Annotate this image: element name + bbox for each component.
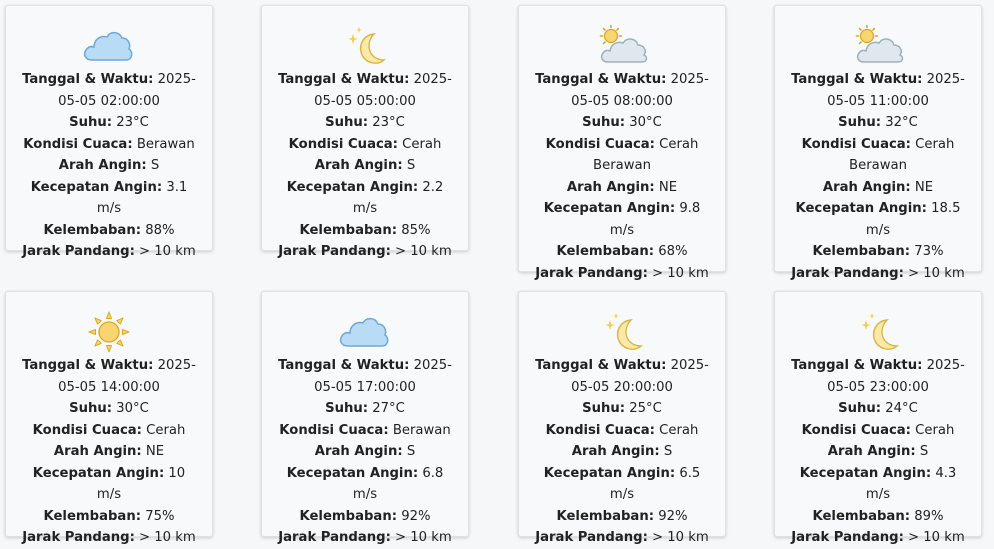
wind-dir-value: S (406, 444, 416, 459)
wind-speed-label: Kecepatan Angin: (543, 201, 676, 216)
wind-dir-label: Arah Angin: (53, 444, 142, 459)
temp-label: Suhu: (838, 401, 882, 416)
datetime-label: Tanggal & Waktu: (22, 358, 154, 373)
wind-speed-row (278, 463, 452, 506)
weather-details (6, 355, 212, 549)
condition-label: Kondisi Cuaca: (32, 422, 142, 438)
wind-speed-label: Kecepatan Angin: (30, 179, 163, 195)
humidity-value: 73% (914, 244, 944, 259)
datetime-row (535, 69, 709, 112)
humidity-value: 88% (145, 222, 175, 238)
wind-speed-value: 10 m/s (96, 465, 186, 502)
datetime-row (278, 69, 452, 112)
temp-label: Suhu: (325, 401, 369, 416)
wind-dir-label: Arah Angin: (566, 179, 655, 195)
wind-speed-value: 9.8 m/s (609, 201, 701, 238)
condition-value: Cerah (915, 422, 955, 438)
datetime-row (22, 355, 196, 398)
wind-dir-value: NE (145, 444, 165, 459)
wind-speed-value: 3.1 m/s (96, 179, 188, 216)
condition-value: Cerah Berawan (593, 136, 699, 173)
visibility-value: > 10 km (652, 265, 709, 281)
condition-value: Cerah (146, 422, 186, 438)
wind-dir-value: S (406, 158, 416, 173)
visibility-row (278, 241, 452, 263)
datetime-label: Tanggal & Waktu: (535, 358, 667, 373)
visibility-label: Jarak Pandang: (791, 530, 904, 545)
visibility-row (278, 527, 452, 549)
visibility-value: > 10 km (652, 530, 709, 545)
visibility-label: Jarak Pandang: (535, 265, 648, 281)
wind-dir-row (791, 177, 965, 199)
datetime-label: Tanggal & Waktu: (278, 358, 410, 373)
temp-row (278, 112, 452, 134)
visibility-row (791, 263, 965, 285)
datetime-value: 2025-05-05 02:00:00 (58, 72, 196, 109)
weather-card (774, 291, 982, 545)
humidity-label: Kelembaban: (556, 244, 654, 259)
humidity-row (535, 506, 709, 528)
temp-value: 23°C (372, 115, 405, 130)
humidity-label: Kelembaban: (556, 508, 654, 524)
datetime-value: 2025-05-05 14:00:00 (58, 358, 196, 395)
weather-card (5, 5, 213, 259)
temp-row (535, 112, 709, 134)
sunny-icon (6, 310, 212, 354)
datetime-value: 2025-05-05 17:00:00 (314, 358, 452, 395)
partly-cloudy-icon (519, 24, 725, 68)
datetime-row (791, 69, 965, 112)
humidity-row (278, 506, 452, 528)
wind-dir-row (278, 155, 452, 177)
visibility-label: Jarak Pandang: (278, 244, 391, 259)
humidity-label: Kelembaban: (299, 222, 397, 238)
weather-card (518, 291, 726, 545)
temp-label: Suhu: (838, 115, 882, 130)
wind-dir-value: S (150, 158, 160, 173)
datetime-row (535, 355, 709, 398)
condition-row (791, 134, 965, 177)
humidity-value: 75% (145, 508, 175, 524)
temp-row (791, 398, 965, 420)
visibility-label: Jarak Pandang: (791, 265, 904, 281)
temp-value: 30°C (116, 401, 149, 416)
humidity-label: Kelembaban: (43, 222, 141, 238)
cloudy-icon (6, 24, 212, 68)
weather-details (519, 355, 725, 549)
weather-card (261, 291, 469, 545)
wind-speed-row (791, 198, 965, 241)
wind-dir-value: NE (914, 179, 934, 195)
visibility-label: Jarak Pandang: (22, 530, 135, 545)
humidity-value: 68% (658, 244, 688, 259)
humidity-label: Kelembaban: (812, 244, 910, 259)
wind-dir-label: Arah Angin: (314, 444, 403, 459)
condition-label: Kondisi Cuaca: (801, 422, 911, 438)
condition-label: Kondisi Cuaca: (279, 422, 389, 438)
wind-dir-row (535, 441, 709, 463)
datetime-label: Tanggal & Waktu: (535, 72, 667, 87)
weather-details (775, 355, 981, 549)
datetime-row (278, 355, 452, 398)
wind-dir-row (791, 441, 965, 463)
condition-row (22, 420, 196, 442)
condition-row (791, 420, 965, 442)
temp-label: Suhu: (582, 115, 626, 130)
wind-dir-label: Arah Angin: (571, 444, 660, 459)
wind-speed-value: 4.3 m/s (865, 465, 957, 502)
condition-label: Kondisi Cuaca: (545, 422, 655, 438)
temp-row (22, 112, 196, 134)
temp-value: 24°C (885, 401, 918, 416)
visibility-value: > 10 km (908, 265, 965, 281)
datetime-label: Tanggal & Waktu: (791, 358, 923, 373)
humidity-label: Kelembaban: (43, 508, 141, 524)
clear-night-icon (519, 310, 725, 354)
humidity-label: Kelembaban: (299, 508, 397, 524)
visibility-row (535, 527, 709, 549)
condition-value: Cerah (659, 422, 699, 438)
wind-dir-label: Arah Angin: (314, 158, 403, 173)
datetime-row (791, 355, 965, 398)
visibility-row (535, 263, 709, 285)
wind-speed-row (278, 177, 452, 220)
wind-speed-value: 18.5 m/s (865, 201, 961, 238)
humidity-label: Kelembaban: (812, 508, 910, 524)
humidity-value: 92% (658, 508, 688, 524)
humidity-row (535, 241, 709, 263)
weather-details (262, 355, 468, 549)
visibility-row (22, 527, 196, 549)
temp-row (22, 398, 196, 420)
datetime-value: 2025-05-05 20:00:00 (571, 358, 709, 395)
condition-label: Kondisi Cuaca: (288, 136, 398, 152)
clear-night-icon (262, 24, 468, 68)
condition-row (22, 134, 196, 156)
wind-dir-row (22, 155, 196, 177)
weather-details (262, 69, 468, 263)
temp-row (278, 398, 452, 420)
wind-speed-label: Kecepatan Angin: (795, 201, 927, 216)
wind-speed-row (535, 463, 709, 506)
condition-label: Kondisi Cuaca: (23, 136, 133, 152)
weather-card (774, 5, 982, 281)
humidity-value: 92% (401, 508, 431, 524)
condition-row (278, 134, 452, 156)
condition-row (535, 134, 709, 177)
temp-row (791, 112, 965, 134)
datetime-value: 2025-05-05 08:00:00 (571, 72, 709, 109)
temp-value: 23°C (116, 115, 149, 130)
condition-value: Cerah (402, 136, 442, 152)
weather-card (261, 5, 469, 259)
condition-row (535, 420, 709, 442)
wind-speed-row (535, 198, 709, 241)
temp-label: Suhu: (69, 401, 113, 416)
condition-value: Cerah Berawan (849, 136, 955, 173)
temp-value: 30°C (629, 115, 662, 130)
wind-speed-label: Kecepatan Angin: (799, 465, 932, 481)
visibility-row (22, 241, 196, 263)
wind-dir-row (278, 441, 452, 463)
visibility-value: > 10 km (395, 530, 452, 545)
visibility-row (791, 527, 965, 549)
humidity-row (22, 506, 196, 528)
condition-value: Berawan (136, 136, 195, 152)
temp-value: 25°C (629, 401, 662, 416)
wind-dir-row (22, 441, 196, 463)
wind-speed-label: Kecepatan Angin: (286, 465, 419, 481)
wind-dir-row (535, 177, 709, 199)
wind-dir-label: Arah Angin: (827, 444, 916, 459)
condition-row (278, 420, 452, 442)
wind-dir-value: NE (658, 179, 678, 195)
condition-label: Kondisi Cuaca: (545, 136, 655, 152)
partly-cloudy-icon (775, 24, 981, 68)
wind-speed-label: Kecepatan Angin: (286, 179, 419, 195)
clear-night-icon (775, 310, 981, 354)
temp-value: 27°C (372, 401, 405, 416)
visibility-value: > 10 km (908, 530, 965, 545)
visibility-value: > 10 km (139, 530, 196, 545)
datetime-label: Tanggal & Waktu: (278, 72, 410, 87)
condition-value: Berawan (392, 422, 451, 438)
temp-row (535, 398, 709, 420)
humidity-row (22, 220, 196, 242)
wind-dir-value: S (919, 444, 929, 459)
humidity-row (791, 241, 965, 263)
weather-details (6, 69, 212, 263)
wind-speed-row (22, 463, 196, 506)
wind-dir-label: Arah Angin: (822, 179, 911, 195)
wind-speed-label: Kecepatan Angin: (543, 465, 676, 481)
datetime-label: Tanggal & Waktu: (22, 72, 154, 87)
wind-speed-row (22, 177, 196, 220)
visibility-value: > 10 km (395, 244, 452, 259)
wind-speed-value: 6.5 m/s (609, 465, 701, 502)
datetime-label: Tanggal & Waktu: (791, 72, 923, 87)
wind-speed-label: Kecepatan Angin: (32, 465, 165, 481)
cloudy-icon (262, 310, 468, 354)
humidity-value: 89% (914, 508, 944, 524)
condition-label: Kondisi Cuaca: (801, 136, 911, 152)
wind-speed-row (791, 463, 965, 506)
weather-card (518, 5, 726, 281)
datetime-value: 2025-05-05 23:00:00 (827, 358, 965, 395)
weather-details (519, 69, 725, 284)
datetime-value: 2025-05-05 05:00:00 (314, 72, 452, 109)
datetime-value: 2025-05-05 11:00:00 (827, 72, 965, 109)
temp-label: Suhu: (582, 401, 626, 416)
visibility-label: Jarak Pandang: (22, 244, 135, 259)
wind-dir-label: Arah Angin: (58, 158, 147, 173)
weather-details (775, 69, 981, 284)
weather-card (5, 291, 213, 545)
temp-label: Suhu: (325, 115, 369, 130)
temp-label: Suhu: (69, 115, 113, 130)
wind-dir-value: S (663, 444, 673, 459)
temp-value: 32°C (885, 115, 918, 130)
humidity-row (278, 220, 452, 242)
humidity-value: 85% (401, 222, 431, 238)
visibility-label: Jarak Pandang: (535, 530, 648, 545)
datetime-row (22, 69, 196, 112)
humidity-row (791, 506, 965, 528)
wind-speed-value: 6.8 m/s (352, 465, 444, 502)
wind-speed-value: 2.2 m/s (352, 179, 444, 216)
visibility-value: > 10 km (139, 244, 196, 259)
visibility-label: Jarak Pandang: (278, 530, 391, 545)
